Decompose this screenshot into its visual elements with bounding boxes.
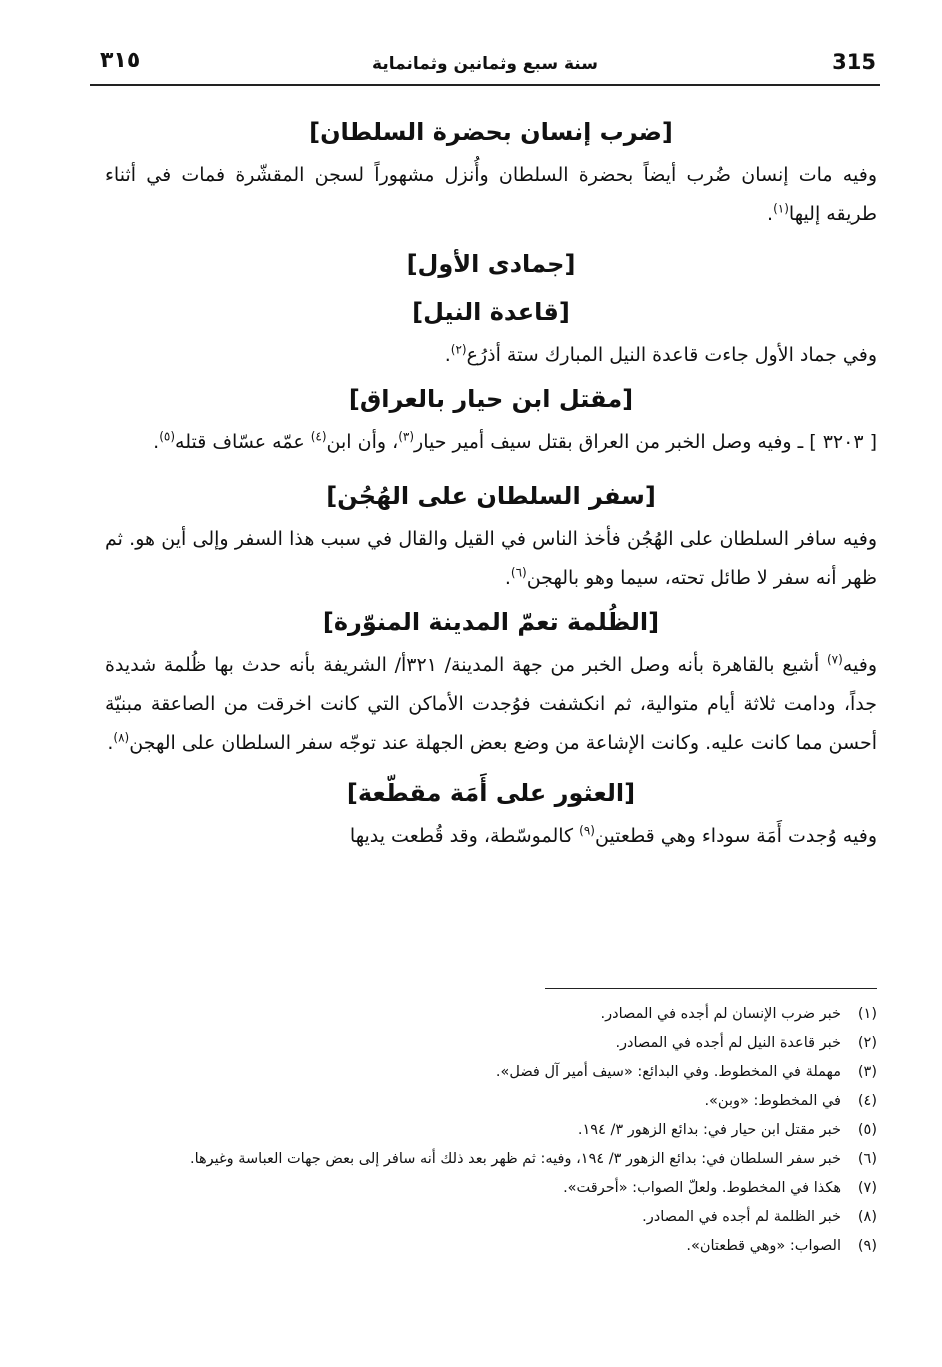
footnote-ref: (٥) [159, 429, 176, 444]
page-number-arabic: ٣١٥ [100, 48, 141, 73]
section-paragraph: وفيه سافر السلطان على الهُجُن فأخذ الناس في القيل والقال في سبب هذا السفر وإلى أين هو. ثم ظهر أنه سفر لا طائل تحته، سيما وهو بالهجن$^{(٦)}$. [105, 528, 877, 589]
footnote-item: (١) خبر ضرب الإنسان لم أجده في المصادر. [600, 1006, 877, 1022]
footnote-ref: (٦) [510, 565, 527, 580]
footnote-item: (٢) خبر قاعدة النيل لم أجده في المصادر. [615, 1035, 877, 1051]
footnote-item: (٣) مهملة في المخطوط. وفي البدائع: «سيف أمير آل فضل». [495, 1064, 877, 1080]
section-heading: [سفر السلطان على الهُجُن] [326, 482, 656, 510]
section-paragraph: وفيه مات إنسان ضُرب أيضاً بحضرة السلطان وأُنزل مشهوراً لسجن المقشّرة فمات في أثناء طريقه إليها$^{(١)}$. [105, 164, 877, 225]
footnote-separator [545, 988, 877, 989]
footnote-item: (٦) خبر سفر السلطان في: بدائع الزهور ٣/ ١٩٤، وفيه: ثم ظهر بعد ذلك أنه سافر إلى بعض جهات العباسة وغيرها. [190, 1151, 877, 1167]
section-heading: [العثور على أَمَة مقطّعة] [346, 779, 636, 807]
section-paragraph: [ ٣٢٠٣ ] ـ وفيه وصل الخبر من العراق بقتل سيف أمير حيار$^{(٣)}$، وأن ابن$^{(٤)}$ عمّه عسّاف قتله$^{(٥)}$. [153, 429, 877, 453]
footnote-ref: (٣) [398, 429, 415, 444]
section-paragraph: وفيه$^{(٧)}$ أشيع بالقاهرة بأنه وصل الخبر من جهة المدينة/ ٣٢١أ/ الشريفة بأنه حدث بها ظُلمة شديدة جداً، ودامت ثلاثة أيام متوالية، ثم انكشفت فوُجدت الأماكن التي كانت اخرقت من الصاعقة مبنيّة أحسن مما كانت عليه. وكانت الإشاعة من وضع بعض الجهلة عند توجّه سفر السلطان على الهجن$^{(٨)}$. [105, 652, 877, 754]
section-heading: [الظُلمة تعمّ المدينة المنوّرة] [322, 608, 660, 636]
footnote-item: (٩) الصواب: «وهي قطعتان». [686, 1238, 877, 1254]
section-heading: [مقتل ابن حيار بالعراق] [348, 385, 634, 413]
footnote-item: (٨) خبر الظلمة لم أجده في المصادر. [642, 1209, 877, 1225]
footnote-ref: (٢) [450, 342, 467, 357]
page-number-latin: 315 [832, 50, 876, 74]
footnote-item: (٧) هكذا في المخطوط. ولعلّ الصواب: «أحرقت». [563, 1180, 877, 1196]
footnote-ref: (٧) [826, 652, 843, 667]
running-header [90, 48, 880, 86]
main-text [105, 108, 877, 856]
footnote-ref: (٩) [579, 823, 595, 838]
footnote-item: (٥) خبر مقتل ابن حيار في: بدائع الزهور ٣/ ١٩٤. [577, 1122, 877, 1138]
running-title: سنة سبع وثمانين وثمانماية [372, 54, 598, 74]
footnote-ref: (٤) [310, 429, 327, 444]
section-heading: [جمادى الأول] [406, 250, 576, 278]
footnote-ref: (١) [773, 201, 789, 216]
footnotes [105, 1000, 877, 1261]
section-paragraph: وفيه وُجدت أَمَة سوداء وهي قطعتين$^{(٩)}$ كالموسّطة، وقد قُطعت يديها [349, 823, 877, 847]
section-heading: [قاعدة النيل] [412, 298, 570, 326]
section-heading: [ضرب إنسان بحضرة السلطان] [309, 118, 673, 146]
footnote-ref: (٨) [113, 730, 130, 745]
section-paragraph: وفي جماد الأول جاءت قاعدة النيل المبارك ستة أذرُع$^{(٢)}$. [444, 342, 877, 366]
footnote-item: (٤) في المخطوط: «وبن». [704, 1093, 877, 1109]
